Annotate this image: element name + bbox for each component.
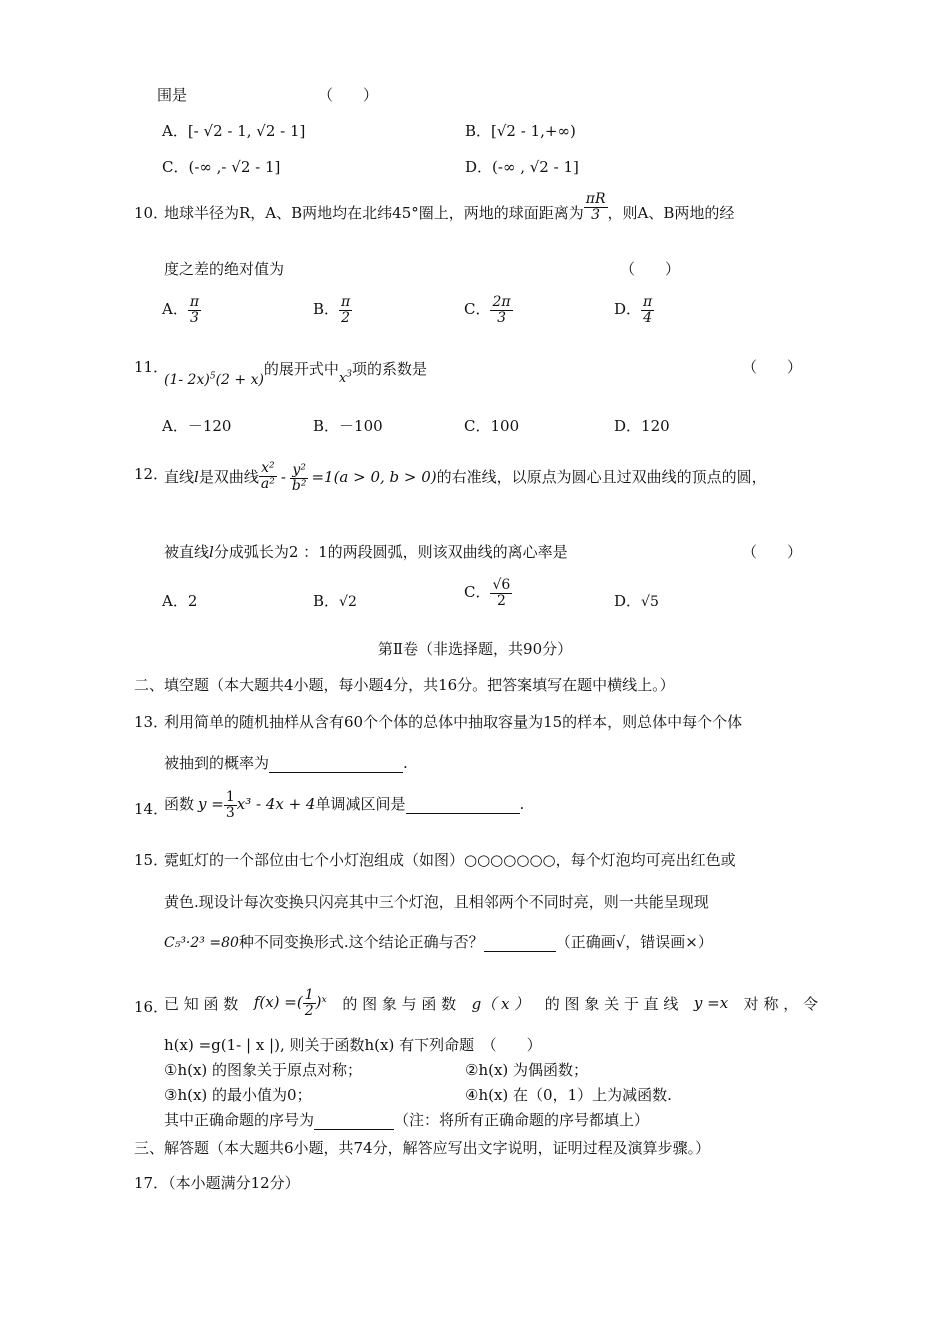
q15-line3-text: 种不同变换形式.这个结论正确与否？ [238,933,484,951]
q10-number: 10． [134,204,169,222]
q12-line2 [164,541,568,562]
q12-line2-l: l [209,543,214,561]
q9-answer-paren: （ ） [318,86,379,104]
q16-stem [164,988,818,1018]
q12-frac-x [259,461,277,491]
q16-item-1: ①h(x) 的图象关于原点对称； [164,1061,363,1079]
q14-stem [164,790,524,820]
q12-number: 12． [134,465,169,483]
q16-item-2: ②h(x) 为偶函数； [465,1061,589,1079]
q16-item-3: ③h(x) 的最小值为0； [164,1086,312,1104]
q12-option-c-num: √6 [492,577,511,593]
q12-text-a: 直线 [164,468,195,487]
section2-heading: 二、填空题（本大题共4小题，每小题4分，共16分。把答案填写在题中横线上。） [134,676,675,694]
q16-last-line [164,1109,649,1130]
q11-number: 11． [134,358,169,376]
q9-option-d: D．(-∞ , √2 - 1] [465,158,579,176]
q12-option-c-value [490,578,512,608]
q12-option-c-label: C． [464,583,491,602]
q10-option-c-label: C． [464,300,491,319]
q16-frac-num: 1 [304,987,314,1003]
q10-text-a: 地球半径为R，A、B两地均在北纬45°圈上，两地的球面距离为 [164,204,584,222]
q14-expr: x³ - 4x + 4 [236,795,316,814]
q14-end: . [519,795,525,814]
q10-line2: 度之差的绝对值为 [164,260,285,278]
q14-frac [224,790,237,820]
q11-expr-base: (1- 2x) [164,372,210,388]
q11-x-exp: 3 [346,369,353,380]
q14-number: 14． [134,800,169,818]
q14-text-b: 单调减区间是 [315,795,406,814]
q12-text-b: 是双曲线 [198,468,259,487]
q10-fraction [584,192,608,222]
q12-option-c [464,578,512,608]
q12-option-a: A．2 [162,592,198,610]
q11-x: x [338,371,347,386]
q14-frac-num: 1 [225,789,235,805]
q11-option-b: B．－100 [313,417,383,435]
q10-option-a-value [188,295,201,325]
q12-option-d-label: D． [614,592,642,610]
q12-eq: =1(a > 0, b > 0) [311,468,437,487]
q12-option-d [614,590,659,611]
q15-line2: 黄色.现设计每次变换只闪亮其中三个灯泡，且相邻两个不同时亮，则一共能呈现现 [164,893,709,911]
q16-line2: h(x) =g(1- | x |), 则关于函数h(x) 有下列命题 （ ） [164,1036,542,1054]
q14-frac-den: 3 [225,804,235,821]
q9-option-a: A．[- √2 - 1, √2 - 1] [162,122,306,140]
q16-answer-blank[interactable] [314,1111,394,1130]
q12-answer-paren: （ ） [742,543,803,561]
q10-option-b-value [339,295,352,325]
q16-fx [254,988,327,1018]
section3-heading: 三、解答题（本大题共6小题，共74分，解答应写出文字说明，证明过程及演算步骤。） [134,1139,711,1157]
q10-option-b [313,295,352,325]
q16-text-b: 的 图 象 与 函 数 [342,994,457,1013]
q11-x-power [339,371,352,386]
q11-expr [164,372,264,388]
q11-option-d: D．120 [614,417,670,435]
q13-text: 利用简单的随机抽样从含有60个个体的总体中抽取容量为15的样本，则总体中每个个体 [164,713,743,731]
q12-option-b-label: B． [313,592,340,610]
q16-text-a: 已 知 函 数 [164,994,239,1013]
q15-answer-blank[interactable] [484,933,556,952]
q13-number: 13． [134,713,169,731]
q12-frac-y-num: y² [290,463,309,479]
q13-answer-blank[interactable] [269,754,403,773]
q15-formula: C₅³·2³ =80 [164,935,239,951]
q10-frac-num: πR [585,190,606,207]
q12-minus: - [280,468,286,487]
q12-l: l [194,468,199,487]
q16-frac-den: 2 [304,1002,314,1019]
q11-answer-paren: （ ） [742,358,803,376]
q12-option-d-value: √5 [641,594,659,610]
q9-option-b: B．[√2 - 1,+∞) [465,122,576,140]
q10-option-a-label: A． [162,300,188,319]
q11-expr-factor: (2 + x) [215,372,264,388]
q10-option-c-den: 3 [497,309,506,326]
q10-option-d-num: π [643,294,653,310]
q11-option-a: A．－120 [162,417,232,435]
q10-option-a [162,295,201,325]
q10-option-b-label: B． [313,300,340,319]
q14-text-a: 函数 [164,795,195,814]
q13-end: . [403,754,408,772]
q10-answer-paren: （ ） [620,260,681,278]
q10-option-d-den: 4 [643,309,653,326]
q11-expr-exp: 5 [209,371,216,382]
q10-option-c-num: 2π [492,294,511,310]
q16-last-a: 其中正确命题的序号为 [164,1111,315,1129]
q10-option-b-num: π [341,294,351,310]
q10-option-a-den: 3 [189,309,199,326]
q16-yx: y =x [693,994,729,1013]
q12-frac-y-den: b² [291,477,307,494]
q12-stem [164,460,767,494]
part2-title: 第Ⅱ卷（非选择题，共90分） [377,640,573,658]
q11-text2: 项的系数是 [352,360,428,378]
q10-frac-den: 3 [591,206,601,223]
q16-fx-end: )ˣ [315,993,327,1012]
q13-line2 [164,752,408,773]
q12-option-b [313,590,357,611]
q12-frac-x-den: a² [260,475,275,492]
q14-answer-blank[interactable] [406,795,520,814]
q10-option-d-label: D． [614,300,642,319]
q16-last-b: （注：将所有正确命题的序号都填上） [394,1111,650,1129]
q15-number: 15． [134,851,169,869]
q16-item-4: ④h(x) 在（0，1）上为减函数. [465,1086,672,1104]
q16-fx-start: f(x) =( [253,993,303,1012]
q12-option-c-den: 2 [496,592,506,609]
q11-option-c: C．100 [464,417,520,435]
q16-text-c: 的 图 象 关 于 直 线 [544,994,679,1013]
q15-text: 霓虹灯的一个部位由七个小灯泡组成（如图）○○○○○○○，每个灯泡均可亮出红色或 [164,851,736,869]
q12-text-c: 的右准线，以原点为圆心且过双曲线的顶点的圆， [436,468,767,487]
q10-text-b: ，则A、B两地的经 [607,204,735,222]
q12-option-b-value: √2 [339,594,357,610]
q12-frac-y [290,463,309,493]
q15-line3-note: （正确画√，错误画×） [555,933,713,951]
q15-line3 [164,931,713,952]
q13-line2-text: 被抽到的概率为 [164,754,270,772]
q12-frac-x-num: x² [259,461,277,477]
q9-option-c: C．(-∞ ,- √2 - 1] [162,158,281,176]
q16-gx: g（ x ） [471,994,530,1013]
q10-option-c-value [490,295,512,325]
q17-heading: 17．（本小题满分12分） [134,1174,300,1192]
q10-option-d [614,295,654,325]
q14-y: y = [198,795,224,814]
q9-line: 围是 [157,86,188,104]
q16-frac [303,988,316,1018]
q16-text-d: 对 称 ， 令 [743,994,818,1013]
q16-number: 16． [134,998,169,1016]
q11-text: 的展开式中 [263,360,339,378]
q12-line2-a: 被直线 [164,543,210,561]
q10-option-a-num: π [189,294,200,310]
q10-option-d-value [641,295,654,325]
q11-stem [164,358,428,388]
q10-option-c [464,295,513,325]
q12-line2-b: 分成弧长为2 ：1的两段圆弧，则该双曲线的离心率是 [213,543,568,561]
q10-option-b-den: 2 [341,309,351,326]
